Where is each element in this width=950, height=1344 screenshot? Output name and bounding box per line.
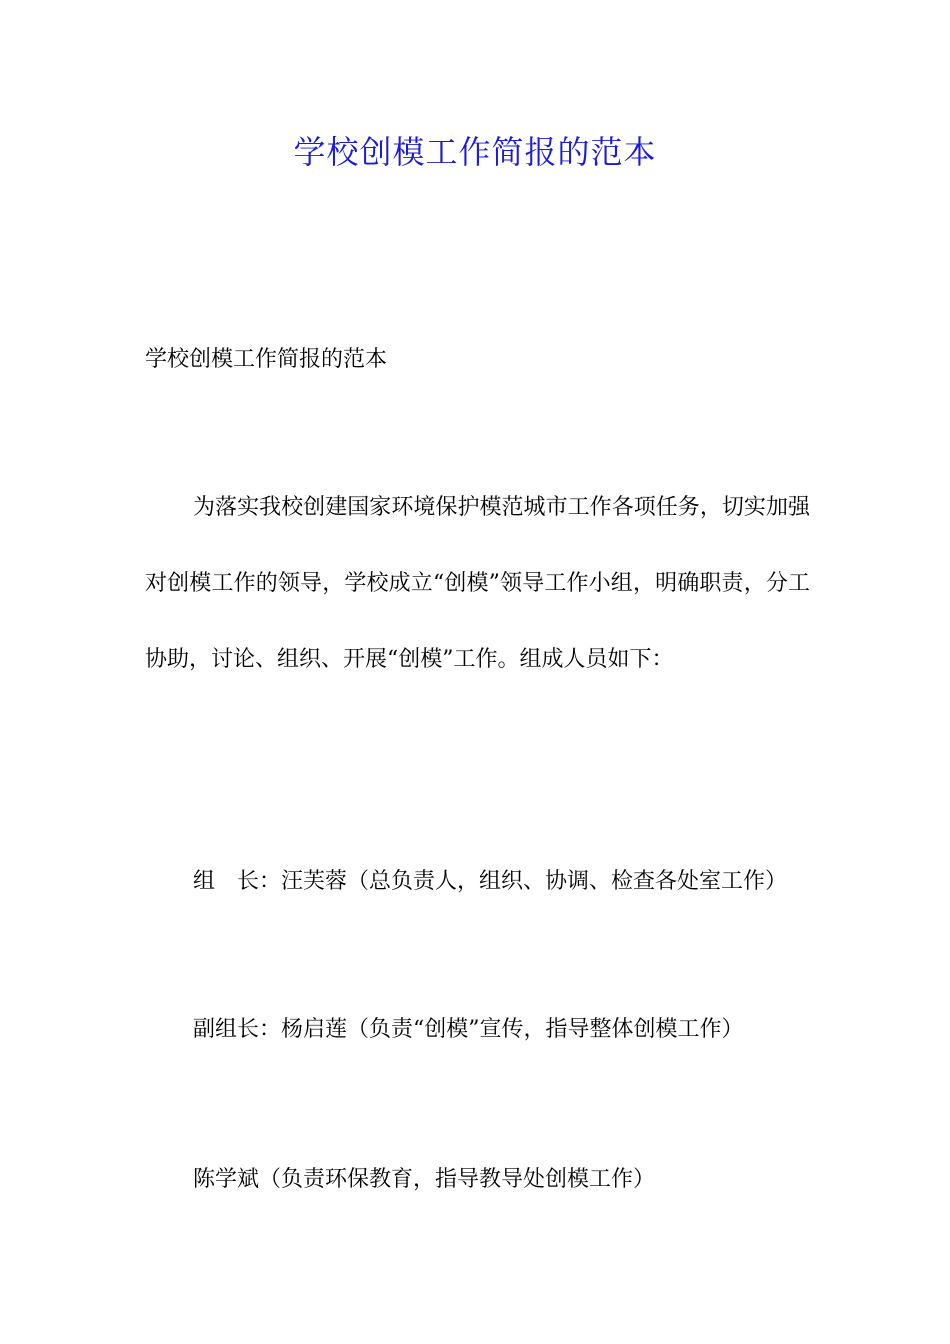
paragraph-member: 陈学斌（负责环保教育，指导教导处创模工作） bbox=[193, 1167, 656, 1192]
paragraph-intro: 为落实我校创建国家环境保护模范城市工作各项任务，切实加强对创模工作的领导，学校成立“创模”领导工作小组，明确职责，分工协助，讨论、组织、开展“创模”工作。组成人员如下： bbox=[145, 495, 810, 672]
paragraph-deputy-leader: 副组长：杨启莲（负责“创模”宣传，指导整体创模工作） bbox=[193, 1017, 744, 1042]
document-title: 学校创模工作简报的范本 bbox=[293, 133, 657, 171]
document-subtitle: 学校创模工作简报的范本 bbox=[145, 347, 388, 372]
paragraph-group-leader: 组 长：汪芙蓉（总负责人，组织、协调、检查各处室工作） bbox=[193, 869, 788, 894]
